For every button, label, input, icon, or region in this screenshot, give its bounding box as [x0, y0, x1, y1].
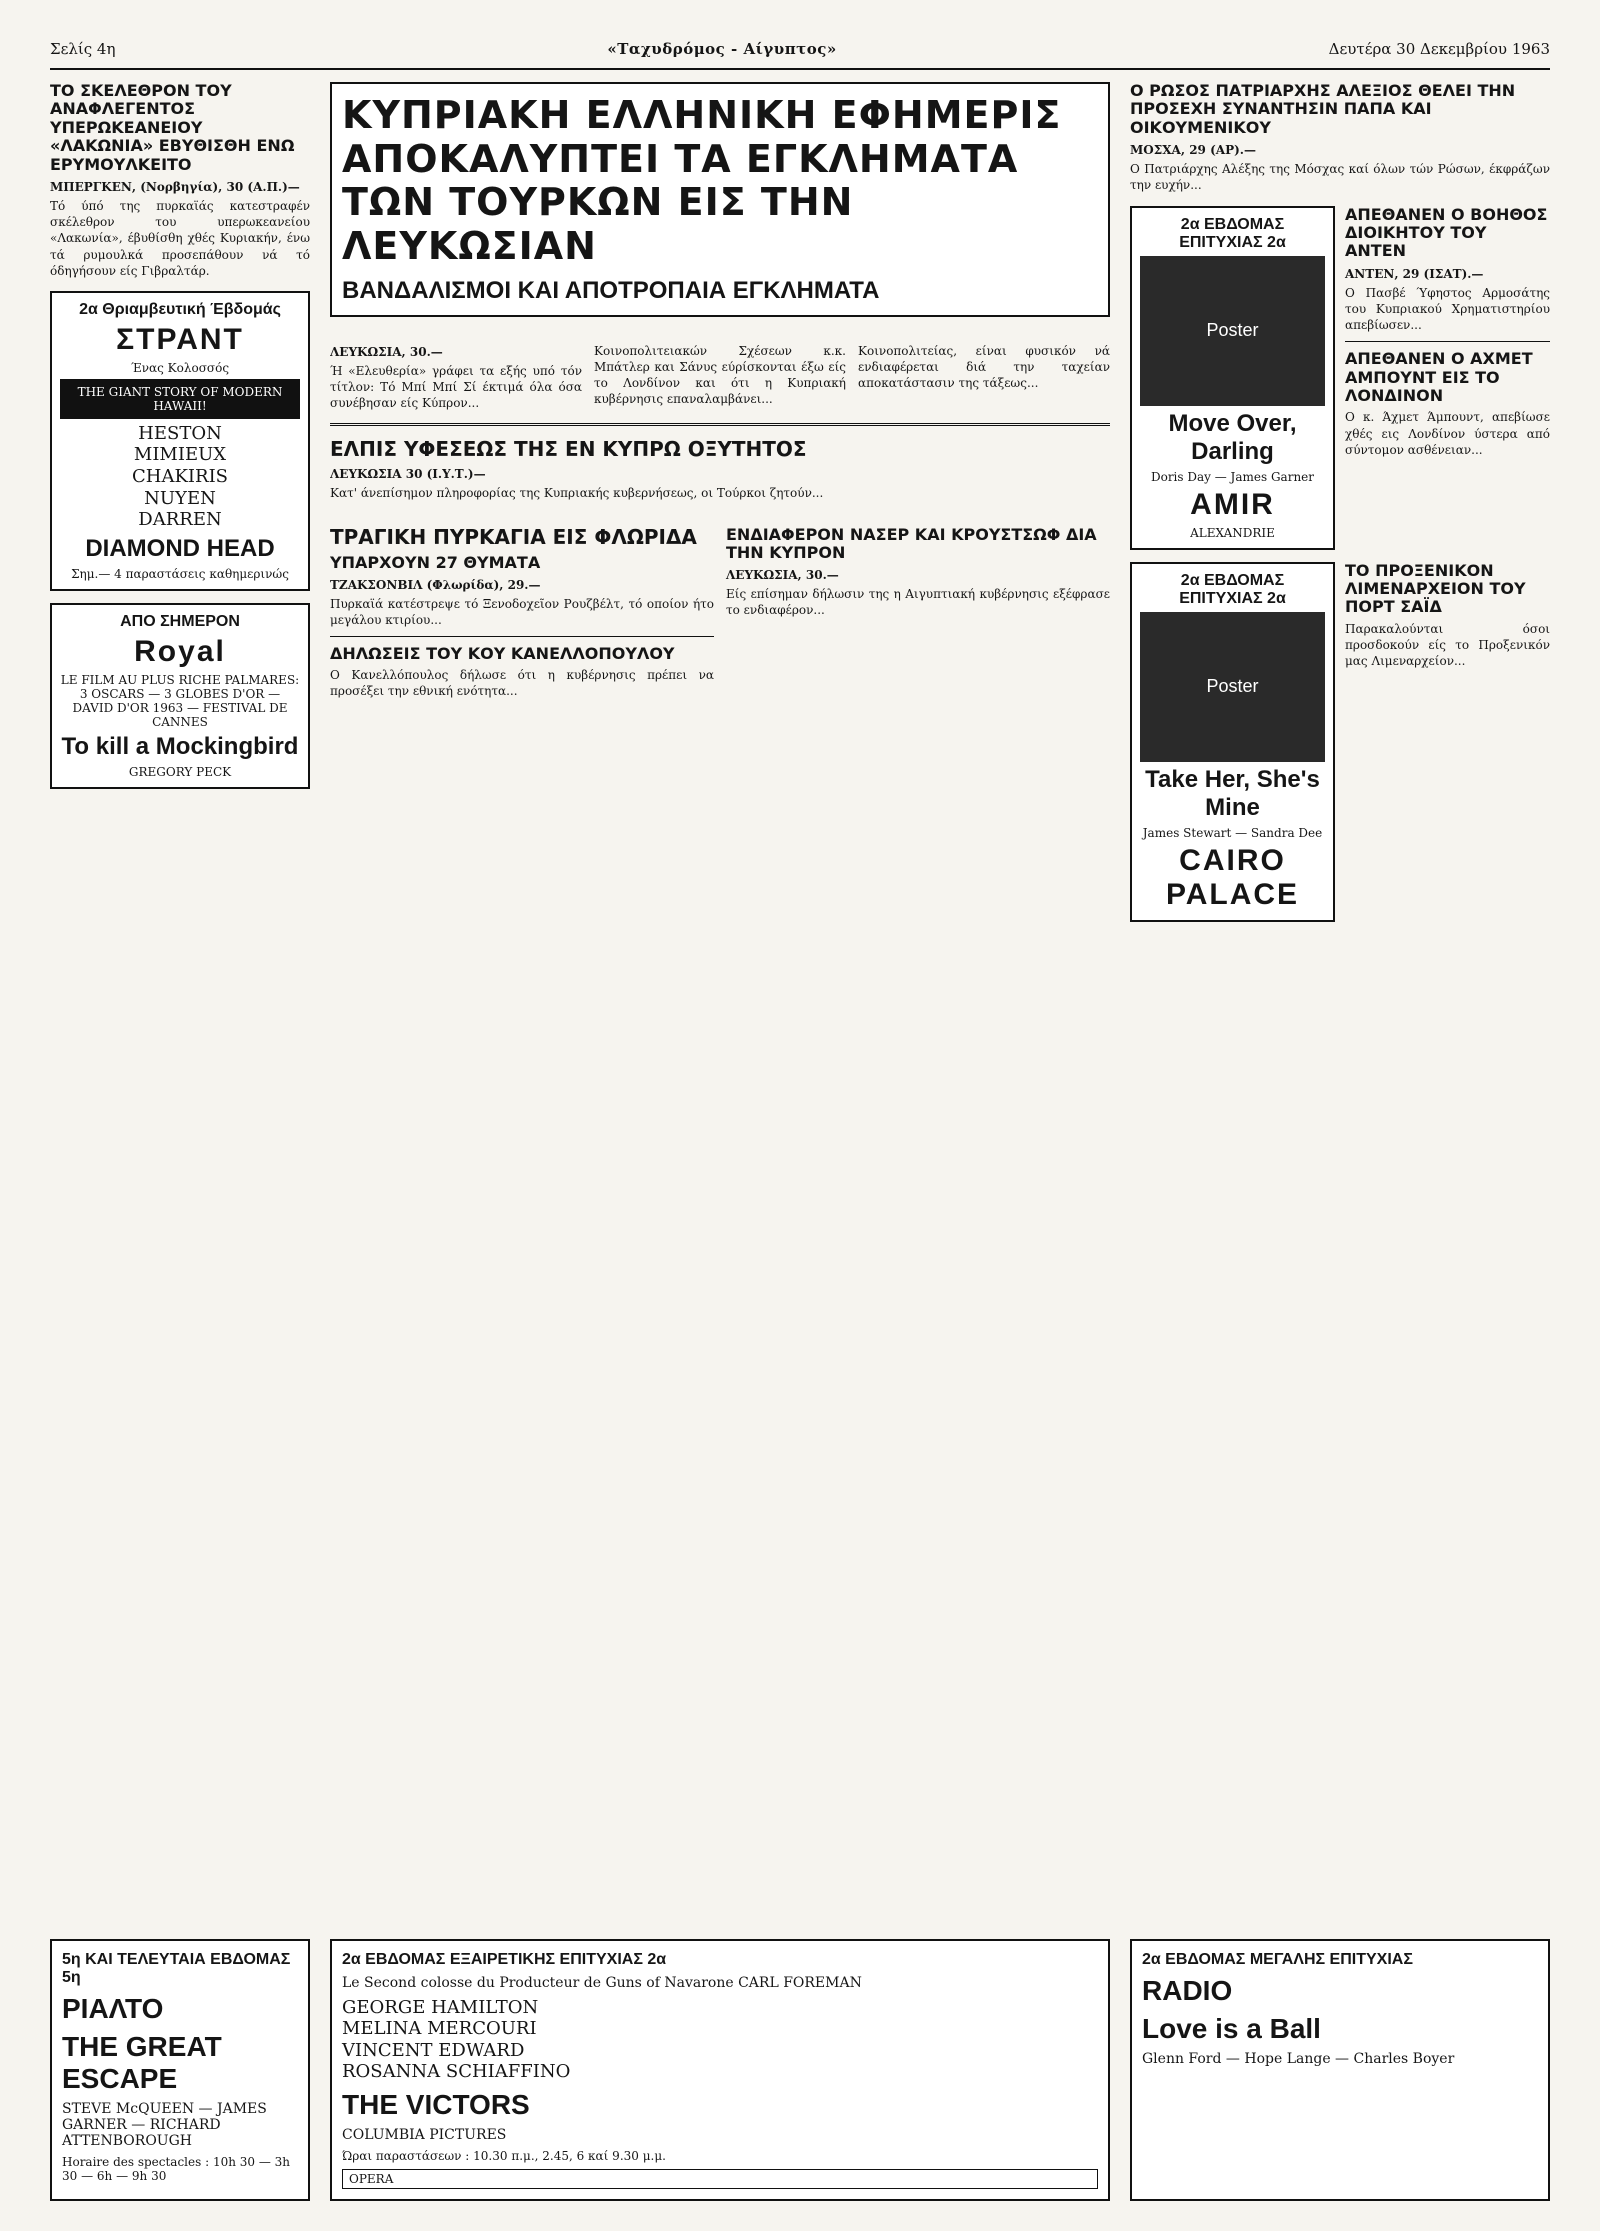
footer-ad-center: [330, 1939, 1110, 2201]
article-body: Ο Πασβέ Ύφηστος Αρμοσάτης του Κυπριακού Χρηματιστηρίου απεβίωσεν...: [1345, 285, 1550, 333]
right-ad-cairo-palace: [1130, 562, 1335, 922]
ad-cast: STEVE McQUEEN — JAMES GARNER — RICHARD ATTENBOROUGH: [62, 2100, 267, 2149]
ad-studio: COLUMBIA PICTURES: [342, 2127, 507, 2143]
movie-art: Poster: [1140, 612, 1325, 762]
ad-heading: 2α ΕΒΔΟΜΑΣ ΕΠΙΤΥΧΙΑΣ 2α: [1179, 571, 1286, 607]
ad-cinema: Royal: [134, 634, 226, 668]
article-body: Πυρκαϊά κατέστρεψε τό Ξενοδοχεῖον Ρουζβέλτ, τό οποίον ήτο μεγάλου κτιρίου...: [330, 596, 714, 627]
footer-ad-left: [50, 1939, 310, 2201]
left-ad-royal: [50, 603, 310, 789]
movie-art: Poster: [1140, 256, 1325, 406]
right-article-1: [1130, 82, 1550, 194]
article-dateline: ΛΕΥΚΩΣΙΑ, 30.—: [726, 568, 839, 583]
article-dateline: ΛΕΥΚΩΣΙΑ 30 (Ι.Υ.Τ.)—: [330, 467, 486, 482]
cast-item: CHAKIRIS: [131, 466, 229, 488]
cast-item: DARREN: [138, 509, 222, 531]
ad-heading: 2α ΕΒΔΟΜΑΣ ΜΕΓΑΛΗΣ ΕΠΙΤΥΧΙΑΣ: [1142, 1950, 1413, 1968]
right-article-2: [1345, 206, 1550, 334]
left-column: [50, 82, 310, 1952]
main-grid: [50, 82, 1550, 1952]
cast-item: MIMIEUX: [133, 444, 227, 466]
divider: [330, 423, 1110, 426]
article-title: ΔΗΛΩΣΕΙΣ ΤΟΥ ΚΟΥ ΚΑΝΕΛΛΟΠΟΥΛΟΥ: [330, 643, 675, 663]
ad-movie: THE GIANT STORY OF MODERN HAWAII!: [77, 384, 283, 413]
ad-cast: [132, 423, 228, 531]
cast-item: GEORGE HAMILTON: [342, 1996, 539, 2018]
footer-ad-right: [1130, 1939, 1550, 2201]
ad-movie: THE VICTORS: [342, 2089, 530, 2120]
cast-item: VINCENT EDWARD: [342, 2039, 525, 2061]
article-body: Παρακαλούνται όσοι προσδοκούν είς το Προξενικόν μας Λιμεναρχείον...: [1345, 621, 1550, 669]
article-title: ΤΟ ΠΡΟΞΕΝΙΚΟΝ ΛΙΜΕΝΑΡΧΕΙΟΝ ΤΟΥ ΠΟΡΤ ΣΑΪΔ: [1345, 560, 1526, 617]
center-col-2: [594, 339, 846, 412]
article-subtitle: ΥΠΑΡΧΟΥΝ 27 ΘΥΜΑΤΑ: [330, 552, 541, 572]
ad-awards: LE FILM AU PLUS RICHE PALMARES: 3 OSCARS — 3 GLOBES D'OR — DAVID D'OR 1963 — FESTIVAL DE CANNES: [60, 672, 300, 729]
ad-heading: ΑΠΟ ΣΗΜΕΡΟΝ: [120, 612, 240, 630]
center-article-2: [330, 438, 1110, 501]
center-article-3: [330, 526, 714, 700]
cast-item: MELINA MERCOURI: [342, 2018, 537, 2040]
date: Δευτέρα 30 Δεκεμβρίου 1963: [1328, 40, 1550, 58]
right-ad-amir: [1130, 206, 1335, 550]
center-columns: [330, 339, 1110, 412]
article-body: Ο Πατριάρχης Αλέξης της Μόσχας καί όλων τών Ρώσων, έκφράζων την ευχήν...: [1130, 162, 1550, 193]
article-body: Τό ύπό της πυρκαϊάς κατεστραφέν σκέλεθρον του υπερωκεανείου «Λακωνία», έβυθίσθη χθές Κυριακήν, ένω τά ρυμουλκά προσεπάθουν νά τό όδηγήσουν είς Γιβραλτάρ.: [50, 198, 310, 278]
ad-stars: Doris Day — James Garner: [1150, 469, 1315, 484]
center-headline-box: [330, 82, 1110, 317]
paper-name: «Ταχυδρόμος - Αίγυπτος»: [607, 40, 837, 58]
ad-movie: Move Over, Darling: [1168, 409, 1297, 465]
article-title: ΤΡΑΓΙΚΗ ΠΥΡΚΑΓΙΑ ΕΙΣ ΦΛΩΡΙΔΑ: [330, 524, 697, 549]
ad-star: GREGORY PECK: [128, 764, 232, 779]
ad-movie: Love is a Ball: [1142, 2012, 1321, 2044]
footer-ads: [50, 1939, 1550, 2201]
ad-city: ALEXANDRIE: [1190, 525, 1275, 540]
article-body: Κατ' άνεπίσημον πληροφορίας της Κυπριακής κυβερνήσεως, οι Τούρκοι ζητούν...: [330, 486, 824, 501]
page-number: Σελίς 4η: [50, 40, 116, 58]
left-ad-strand: [50, 291, 310, 591]
right-article-4: [1345, 562, 1550, 922]
article-title: ΤΟ ΣΚΕΛΕΘΡΟΝ ΤΟΥ ΑΝΑΦΛΕΓΕΝΤΟΣ ΥΠΕΡΩΚΕΑΝΕΙΟΥ «ΛΑΚΩΝΙΑ» ΕΒΥΘΙΣΘΗ ΕΝΩ ΕΡΥΜΟΥΛΚΕΙΤΟ: [50, 82, 295, 174]
article-body: Κοινοπολιτείας, είναι φυσικόν νά ενδιαφέρεται διά την ταχείαν αποκατάστασιν της τάξεως...: [858, 343, 1110, 391]
article-title: ΑΠΕΘΑΝΕΝ Ο ΒΟΗΘΟΣ ΔΙΟΙΚΗΤΟΥ ΤΟΥ ΑΝΤΕΝ: [1345, 204, 1548, 261]
article-body: Ή «Ελευθερία» γράφει τα εξής υπό τόν τίτλον: Τό Μπί Μπί Σί έκτιμά όλα όσα συνέβησαν είς Κύπρον...: [330, 363, 582, 411]
ad-hours: Ώραι παραστάσεων : 10.30 π.μ., 2.45, 6 καί 9.30 μ.μ.: [342, 2149, 666, 2163]
ad-cast: [342, 1997, 1098, 2083]
article-dateline: ΛΕΥΚΩΣΙΑ, 30.—: [330, 344, 443, 359]
ad-hours: Horaire des spectacles : 10h 30 — 3h 30 — 6h — 9h 30: [62, 2154, 291, 2183]
right-article-3: [1345, 350, 1550, 458]
right-split: [1130, 206, 1550, 550]
article-title: ΑΠΕΘΑΝΕΝ Ο ΑΧΜΕΤ ΑΜΠΟΥΝΤ ΕΙΣ ΤΟ ΛΟΝΔΙΝΟΝ: [1345, 349, 1533, 406]
ad-cinema: AMIR: [1190, 487, 1275, 521]
article-body: Είς επίσημαν δήλωσιν της η Αιγυπτιακή κυβέρνησις εξέφρασε το ενδιαφέρον...: [726, 587, 1110, 618]
center-article-5: [726, 526, 1110, 700]
article-title: ΕΛΠΙΣ ΥΦΕΣΕΩΣ ΤΗΣ ΕΝ ΚΥΠΡΩ ΟΞΥΤΗΤΟΣ: [330, 437, 807, 462]
ad-heading: 2α Θριαμβευτική Έβδομάς: [79, 300, 281, 318]
article-title: ΕΝΔΙΑΦΕΡΟΝ ΝΑΣΕΡ ΚΑΙ ΚΡΟΥΣΤΣΩΦ ΔΙΑ ΤΗΝ ΚΥΠΡΟΝ: [726, 524, 1097, 562]
divider: [1345, 341, 1550, 342]
center-col-3: [858, 339, 1110, 412]
ad-cinema: ΣΤΡΑΝΤ: [116, 322, 244, 356]
ad-intro: Le Second colosse du Producteur de Guns of Navarone CARL FOREMAN: [342, 1974, 862, 1991]
left-article-1: [50, 82, 310, 279]
center-subheadline: ΒΑΝΔΑΛΙΣΜΟΙ ΚΑΙ ΑΠΟΤΡΟΠΑΙΑ ΕΓΚΛΗΜΑΤΑ: [342, 276, 880, 304]
center-lower: [330, 526, 1110, 700]
article-body: Ο Κανελλόπουλος δήλωσε ότι η κυβέρνησις πρέπει να προσέξει την εθνική ενότητα...: [330, 668, 714, 699]
right-side-articles: [1345, 206, 1550, 550]
center-headline: ΚΥΠΡΙΑΚΗ ΕΛΛΗΝΙΚΗ ΕΦΗΜΕΡΙΣ ΑΠΟΚΑΛΥΠΤΕΙ ΤΑ ΕΓΚΛΗΜΑΤΑ ΤΩΝ ΤΟΥΡΚΩΝ ΕΙΣ ΤΗΝ ΛΕΥΚΩΣΙΑΝ: [342, 93, 1062, 269]
center-column: [330, 82, 1110, 1952]
article-body: Ο κ. Άχμετ Άμπουντ, απεβίωσε χθές εις Λονδίνον ύστερα από σύντομον ασθένειαν...: [1345, 410, 1550, 457]
ad-heading: 5η ΚΑΙ ΤΕΛΕΥΤΑΙΑ ΕΒΔΟΜΑΣ 5η: [62, 1950, 291, 1986]
article-dateline: ΜΟΣΧΑ, 29 (ΑΡ).—: [1130, 143, 1256, 158]
ad-heading: 2α ΕΒΔΟΜΑΣ ΕΞΑΙΡΕΤΙΚΗΣ ΕΠΙΤΥΧΙΑΣ 2α: [342, 1950, 667, 1968]
page-header: [50, 40, 1550, 70]
ad-cinema: CAIRO PALACE: [1165, 843, 1300, 911]
article-dateline: ΑΝΤΕΝ, 29 (ΙΣΑΤ).—: [1345, 266, 1484, 281]
cast-item: HESTON: [138, 422, 222, 444]
ad-cinema: RADIO: [1142, 1974, 1233, 2006]
cast-item: ROSANNA SCHIAFFINO: [342, 2061, 571, 2083]
ad-film-title: DIAMOND HEAD: [85, 534, 275, 562]
center-col-1: [330, 339, 582, 412]
ad-heading: 2α ΕΒΔΟΜΑΣ ΕΠΙΤΥΧΙΑΣ 2α: [1179, 215, 1286, 251]
article-title: Ο ΡΩΣΟΣ ΠΑΤΡΙΑΡΧΗΣ ΑΛΕΞΙΟΣ ΘΕΛΕΙ ΤΗΝ ΠΡΟΣΕΧΗ ΣΥΝΑΝΤΗΣΙΝ ΠΑΠΑ ΚΑΙ ΟΙΚΟΥΜΕΝΙΚΟΥ: [1130, 82, 1516, 137]
cast-item: NUYEN: [144, 487, 216, 509]
ad-movie: To kill a Mockingbird: [61, 732, 299, 760]
article-dateline: ΜΠΕΡΓΚΕΝ, (Νορβηγία), 30 (Α.Π.)—: [50, 179, 300, 194]
ad-tagline: Ένας Κολοσσός: [130, 360, 230, 375]
ad-cinema: ΡΙΑΛΤΟ: [62, 1992, 164, 2024]
ad-stars: James Stewart — Sandra Dee: [1142, 825, 1323, 840]
article-dateline: ΤΖΑΚΣΟΝΒΙΛ (Φλωρίδα), 29.—: [330, 577, 541, 592]
right-column: [1130, 82, 1550, 1952]
right-split-2: [1130, 562, 1550, 922]
ad-note: Σημ.— 4 παραστάσεις καθημερινώς: [71, 566, 289, 581]
ad-movie-banner: [60, 379, 300, 419]
article-body: Κοινοπολιτειακών Σχέσεων κ.κ. Μπάτλερ και Σάνυς εύρίσκονται έξω είς το Λονδίνον και ότι η Κυπριακή κυβέρνησις επαναλαμβάνει...: [594, 343, 846, 407]
ad-cinema: OPERA: [342, 2169, 1098, 2189]
divider: [330, 636, 714, 637]
ad-movie: Take Her, She's Mine: [1145, 765, 1320, 821]
ad-movie: THE GREAT ESCAPE: [62, 2030, 222, 2094]
ad-cast: Glenn Ford — Hope Lange — Charles Boyer: [1142, 2050, 1455, 2067]
